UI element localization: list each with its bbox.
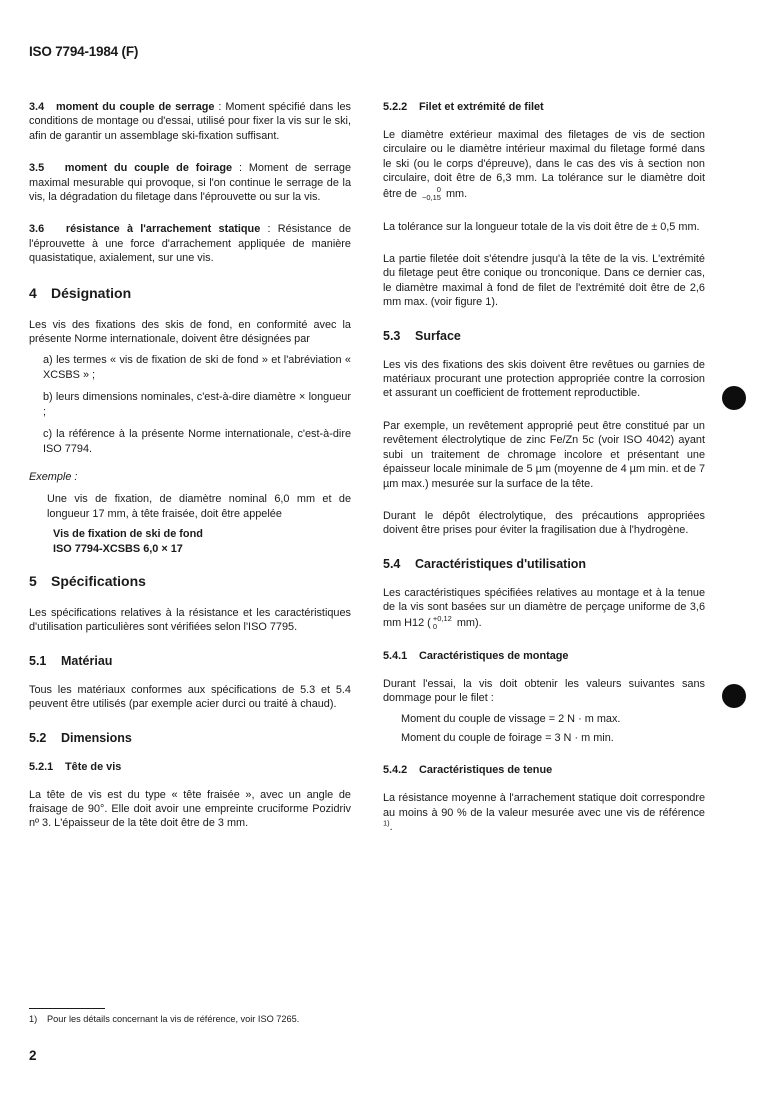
section-5-4-heading: 5.4 Caractéristiques d'utilisation [383,556,587,571]
left-column [29,100,351,849]
section-5-2-1-text: La tête de vis est du type « tête fraisée », avec un angle de fraisage de 90°. Elle doit avoir une empreinte cruciforme Pozidriv nº 3. L'épaisseur de la tête doit être de 3 mm. [29,788,351,830]
example-label: Exemple : [29,470,78,483]
section-5-2-2-p1: Le diamètre extérieur maximal des filetages de vis de section circulaire ou le diamètre intérieur maximal du filetage formé dans le ski (ou le corps d'épreuve), dans le cas des vis à section non circulaire, doit être de 6,3 mm. La tolérance sur le diamètre doit être de 0 −0,15 mm. [383,129,705,202]
section-5-2-1-heading: 5.2.1 Tête de vis [29,760,122,773]
list-item-c: c) la référence à la présente Norme internationale, c'est-à-dire ISO 7794. [43,428,351,455]
section-4-heading: 4 Désignation [29,284,132,301]
section-5-2-2-heading: 5.2.2 Filet et extrémité de filet [383,101,544,113]
right-column [383,100,705,852]
term: moment du couple de serrage [55,101,215,113]
example-designation-line-1: Vis de fixation de ski de fond [53,528,203,541]
footnote-reference: 1) [383,818,390,828]
margin-change-dot [722,684,746,708]
section-5-heading: 5 Spécifications [29,572,146,589]
section-5-3-heading: 5.3 Surface [383,328,461,343]
footnote-rule [29,1008,105,1009]
definition-3-4: 3.4 moment du couple de serrage : Moment spécifié dans les conditions de montage ou d'essai, utilisé pour fixer la vis sur le ski, afin de garantir un assemblage ski-fixation suffisant. [29,101,351,142]
section-4-intro: Les vis des fixations des skis de fond, en conformité avec la présente Norme internationale, doivent être désignées par [29,318,351,346]
section-5-1-text: Tous les matériaux conformes aux spécifications de 5.3 et 5.4 peuvent être utilisés (par exemple acier durci ou traité à chaud). [29,683,351,711]
page-number: 2 [29,1048,37,1063]
section-5-4-2-text: La résistance moyenne à l'arrachement statique doit correspondre au moins à 90 % de la valeur mesurée avec une vis de référence $^{1)}$. [383,792,705,833]
document-header: ISO 7794-1984 (F) [29,44,139,59]
section-5-3-p1: Les vis des fixations des skis doivent être revêtues ou garnies de matériaux procurant une protection appropriée contre la corrosion et assurant un coefficient de frottement reproductible. [383,358,705,400]
section-5-4-2-heading: 5.4.2 Caractéristiques de tenue [383,764,553,777]
definition-3-6: 3.6 résistance à l'arrachement statique : Résistance de l'éprouvette à une force d'arrachement appliquée de manière quasistatique, axialement, sur une vis. [29,223,351,265]
section-5-2-2-p2: La tolérance sur la longueur totale de la vis doit être de ± 0,5 mm. [383,220,700,233]
section-5-1-heading: 5.1 Matériau [29,653,113,668]
definition-3-5: 3.5 moment du couple de foirage : Moment de serrage maximal mesurable qui provoque, si l'on continue le serrage de la vis, la dégradation du filetage dans l'éprouvette ou sur la vis. [29,162,351,204]
section-5-text: Les spécifications relatives à la résistance et les caractéristiques d'utilisation particulières sont vérifiées selon l'ISO 7795. [29,606,351,634]
example-text: Une vis de fixation, de diamètre nominal 6,0 mm et de longueur 17 mm, à tête fraisée, doit être appelée [47,493,351,520]
section-5-4-1-heading: 5.4.1 Caractéristiques de montage [383,649,569,662]
list-item-a: a) les termes « vis de fixation de ski de fond » et l'abréviation « XCSBS » ; [43,354,351,381]
example-designation-line-2: ISO 7794-XCSBS 6,0 × 17 [53,542,183,555]
term: résistance à l'arrachement statique [65,223,261,236]
section-5-2-heading: 5.2 Dimensions [29,730,132,745]
term: moment du couple de foirage [64,162,233,175]
section-5-3-p3: Durant le dépôt électrolytique, des précautions appropriées doivent être prises pour éviter la fragilisation due à l'hydrogène. [383,509,705,537]
list-item-b: b) leurs dimensions nominales, c'est-à-dire diamètre × longueur ; [43,391,351,418]
section-5-4-text: Les caractéristiques spécifiées relatives au montage et à la tenue de la vis sont basées sur un diamètre de perçage uniforme de 3,6 mm H12 ( +0,12 0 mm). [383,586,705,631]
margin-change-dot [722,386,746,410]
footnote: 1) Pour les détails concernant la vis de référence, voir ISO 7265. [29,1014,300,1024]
section-5-4-1-text: Durant l'essai, la vis doit obtenir les valeurs suivantes sans dommage pour le filet : [383,677,705,704]
section-5-2-2-p3: La partie filetée doit s'étendre jusqu'à la tête de la vis. L'extrémité du filetage peut être conique ou tronconique. Dans ce dernier cas, le diamètre maximal à fond de filet de l'extrémité doit être de 2,6 mm max. (voir figure 1). [383,253,705,309]
torque-value-screwing: Moment du couple de vissage = 2 N · m max. [401,713,621,726]
diameter-tolerance: 0 −0,15 [421,184,441,202]
torque-value-stripping: Moment du couple de foirage = 3 N · m min. [401,731,614,744]
drill-tolerance: +0,12 0 [432,613,452,631]
section-5-3-p2: Par exemple, un revêtement approprié peut être constitué par un revêtement électrolytique de zinc Fe/Zn 5c (voir ISO 4042) ayant subi un traitement de chromage incolore et présentant une épaisseur locale minimale de 5 µm (moyenne de 4 µm min. et de 7 µm max.) mesurée sur la surface de la tête. [383,419,705,490]
